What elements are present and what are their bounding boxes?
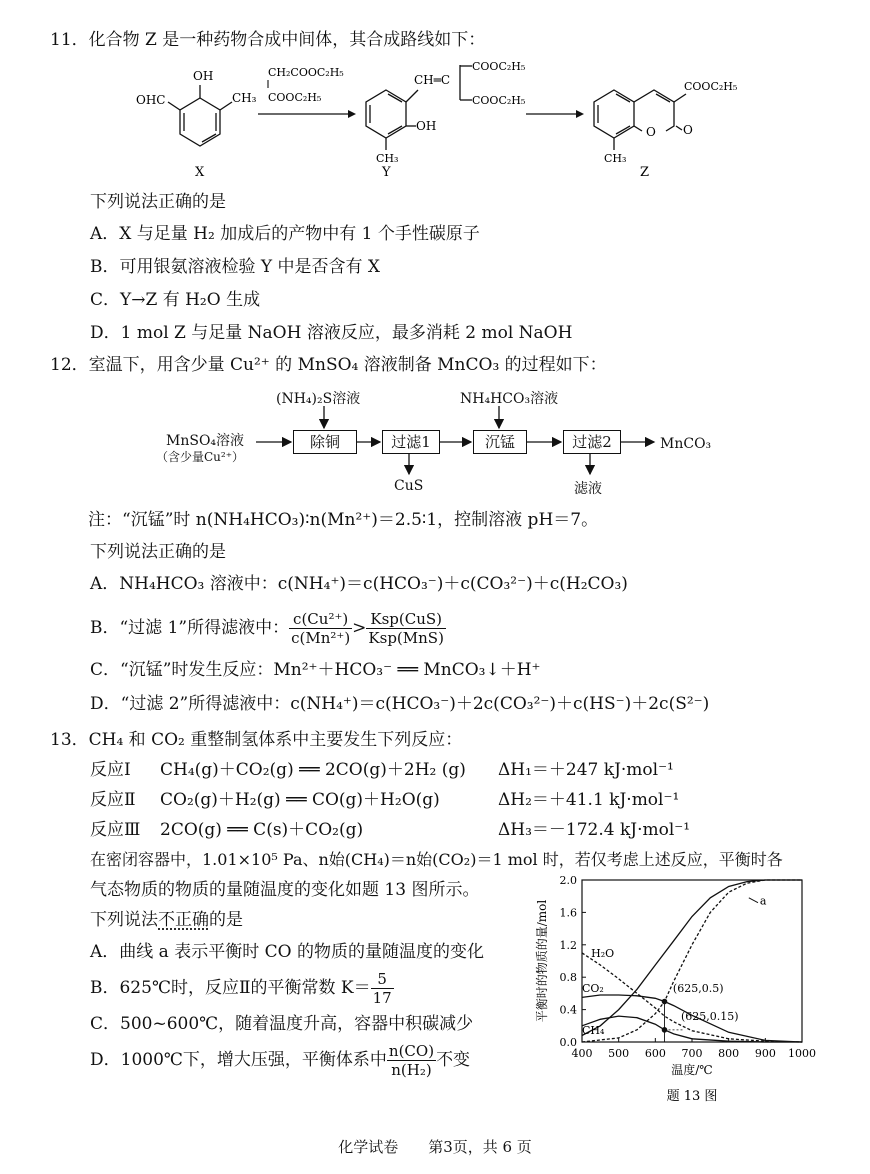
y-tick-label: 1.6 <box>559 906 577 920</box>
flow-step-2: 过滤1 <box>382 430 440 454</box>
flow-reagent-1: (NH₄)₂S溶液 <box>276 391 361 407</box>
reaction-2-equation: CO₂(g)＋H₂(g) ══ CO(g)＋H₂O(g) <box>160 790 440 810</box>
q12-option-c[interactable]: C．“沉锰”时发生反应：Mn²⁺＋HCO₃⁻ ══ MnCO₃↓＋H⁺ <box>90 660 541 680</box>
reaction-2-name: 反应Ⅱ <box>90 790 136 810</box>
x-tick-label: 800 <box>718 1047 740 1060</box>
reagent-line2: COOC₂H₅ <box>268 91 322 104</box>
reaction-3-name: 反应Ⅲ <box>90 820 141 840</box>
point-625-05 <box>662 999 668 1005</box>
emphasis-not-correct: 不正确 <box>158 910 209 930</box>
series-label-co2: CO₂ <box>582 981 604 995</box>
x-ohc: OHC <box>136 93 166 107</box>
q13-option-a[interactable]: A．曲线 a 表示平衡时 CO 的物质的量随温度的变化 <box>90 942 484 962</box>
x-tick-label: 900 <box>754 1047 776 1060</box>
q12-option-b[interactable] <box>90 606 446 650</box>
q12-note: 注：“沉锰”时 n(NH₄HCO₃)∶n(Mn²⁺)＝2.5∶1，控制溶液 pH＝7。 <box>88 510 599 530</box>
series-label-a: a <box>759 894 767 908</box>
label-y: Y <box>382 165 391 180</box>
q11-prompt: 下列说法正确的是 <box>90 192 226 212</box>
series-label-h2o: H₂O <box>591 946 615 960</box>
series-label-ch4: CH₄ <box>582 1023 605 1037</box>
series-line-2 <box>582 953 802 1042</box>
q13-option-d[interactable]: D．1000℃下，增大压强，平衡体系中 $\frac{n(CO)}{\text{n(H₂)}}$ 不变 <box>90 1042 471 1079</box>
flow-start-2: （含少量Cu²⁺） <box>156 450 245 464</box>
fraction-ksp: $\frac{\text{Ksp(CuS)}}{\text{Ksp(MnS)}}$ <box>368 610 444 647</box>
q12-option-a[interactable]: A．NH₄HCO₃ 溶液中：c(NH₄⁺)＝c(HCO₃⁻)＋c(CO₃²⁻)＋c(H₂CO₃) <box>90 574 628 594</box>
q11-option-c[interactable]: C．Y→Z 有 H₂O 生成 <box>90 290 261 310</box>
z-ch3: CH₃ <box>604 152 627 165</box>
y-tick-label: 0.4 <box>559 1003 577 1017</box>
reaction-1-name: 反应Ⅰ <box>90 760 131 780</box>
z-o-co: O <box>683 123 693 137</box>
reaction-1-equation: CH₄(g)＋CO₂(g) ══ 2CO(g)＋2H₂ (g) <box>160 760 466 780</box>
x-tick-label: 1000 <box>788 1047 816 1060</box>
y-ch: CH═C <box>414 73 451 87</box>
x-oh: OH <box>193 69 214 83</box>
series-a-leader <box>749 898 758 903</box>
y-tick-label: 1.2 <box>559 938 577 952</box>
y-cooet1: COOC₂H₅ <box>472 60 526 73</box>
greater-than: > <box>352 618 367 638</box>
q12-prompt: 下列说法正确的是 <box>90 542 226 562</box>
q13-chart <box>530 870 830 1110</box>
y-tick-label: 0.8 <box>559 971 577 985</box>
y-cooet2: COOC₂H₅ <box>472 94 526 107</box>
flow-output-2: 滤液 <box>574 481 602 497</box>
fraction-co-h2: $\frac{n(CO)}{\text{n(H₂)}}$ <box>388 1042 435 1079</box>
reaction-3-enthalpy: ΔH₃＝－172.4 kJ·mol⁻¹ <box>498 820 691 840</box>
reaction-1-enthalpy: ΔH₁＝＋247 kJ·mol⁻¹ <box>498 760 674 780</box>
label-z: Z <box>640 165 650 180</box>
flow-step-3: 沉锰 <box>473 430 527 454</box>
reaction-2-enthalpy: ΔH₂＝＋41.1 kJ·mol⁻¹ <box>498 790 680 810</box>
q13-condition-2: 气态物质的物质的量随温度的变化如题 13 图所示。 <box>90 880 480 900</box>
y-tick-label: 2.0 <box>559 874 577 887</box>
q13-option-c[interactable]: C．500~600℃，随着温度升高，容器中积碳减少 <box>90 1014 474 1034</box>
x-axis-label: 温度/℃ <box>671 1063 713 1077</box>
y-ch3: CH₃ <box>376 152 399 165</box>
reaction-3-equation: 2CO(g) ══ C(s)＋CO₂(g) <box>160 820 364 840</box>
flow-product: MnCO₃ <box>660 436 712 452</box>
annotation-2: (625,0.15) <box>681 1010 739 1024</box>
x-ch3: CH₃ <box>232 91 257 105</box>
flow-reagent-2: NH₄HCO₃溶液 <box>460 391 559 407</box>
q13-prompt: 下列说法不正确的是 <box>90 910 243 930</box>
fraction-k: $\frac{5}{17}$ <box>372 970 392 1007</box>
x-tick-label: 700 <box>681 1047 703 1060</box>
page-footer: 化学试卷 第3页，共 6 页 <box>338 1138 532 1156</box>
x-tick-label: 500 <box>608 1047 630 1060</box>
annotation-1: (625,0.5) <box>672 981 724 995</box>
reagent-line1: CH₂COOC₂H₅ <box>268 66 344 79</box>
y-tick-label: 0.0 <box>559 1036 577 1049</box>
chart-title: 题 13 图 <box>666 1089 718 1104</box>
q13-option-b[interactable]: B．625℃时，反应Ⅱ的平衡常数 K＝ $\frac{5}{17}$ <box>90 970 392 1007</box>
y-oh: OH <box>416 119 437 133</box>
q12-stem: 12．室温下，用含少量 Cu²⁺ 的 MnSO₄ 溶液制备 MnCO₃ 的过程如下： <box>50 355 607 375</box>
y-axis-label: 平衡时的物质的量/mol <box>535 899 549 1023</box>
flow-step-4: 过滤2 <box>563 430 621 454</box>
z-o-ring: O <box>646 125 656 139</box>
q12-option-b-text: B．“过滤 1”所得滤液中： <box>90 618 290 638</box>
flow-output-1: CuS <box>394 478 424 494</box>
flow-start-1: MnSO₄溶液 <box>166 433 245 449</box>
q13-stem: 13．CH₄ 和 CO₂ 重整制氢体系中主要发生下列反应： <box>50 730 463 750</box>
fraction-cu-mn: $\frac{\text{c(Cu²⁺)}}{\text{c(Mn²⁺)}}$ <box>291 610 351 647</box>
label-x: X <box>195 165 205 180</box>
z-cooet: COOC₂H₅ <box>684 80 738 93</box>
q11-stem: 11．化合物 Z 是一种药物合成中间体，其合成路线如下： <box>50 30 486 50</box>
x-tick-label: 600 <box>644 1047 666 1060</box>
flow-arrows <box>0 0 870 520</box>
q11-option-b[interactable]: B．可用银氨溶液检验 Y 中是否含有 X <box>90 257 381 277</box>
q12-option-d[interactable]: D．“过滤 2”所得滤液中：c(NH₄⁺)＝c(HCO₃⁻)＋2c(CO₃²⁻)＋c(HS⁻)＋2c(S²⁻) <box>90 694 710 714</box>
q13-condition-1: 在密闭容器中，1.01×10⁵ Pa、n始(CH₄)＝n始(CO₂)＝1 mol 时，若仅考虑上述反应，平衡时各 <box>90 850 783 869</box>
x-tick-label: 400 <box>571 1047 593 1060</box>
q11-option-a[interactable]: A．X 与足量 H₂ 加成后的产物中有 1 个手性碳原子 <box>90 224 480 244</box>
flow-step-1: 除铜 <box>293 430 357 454</box>
q11-option-d[interactable]: D．1 mol Z 与足量 NaOH 溶液反应，最多消耗 2 mol NaOH <box>90 323 573 343</box>
